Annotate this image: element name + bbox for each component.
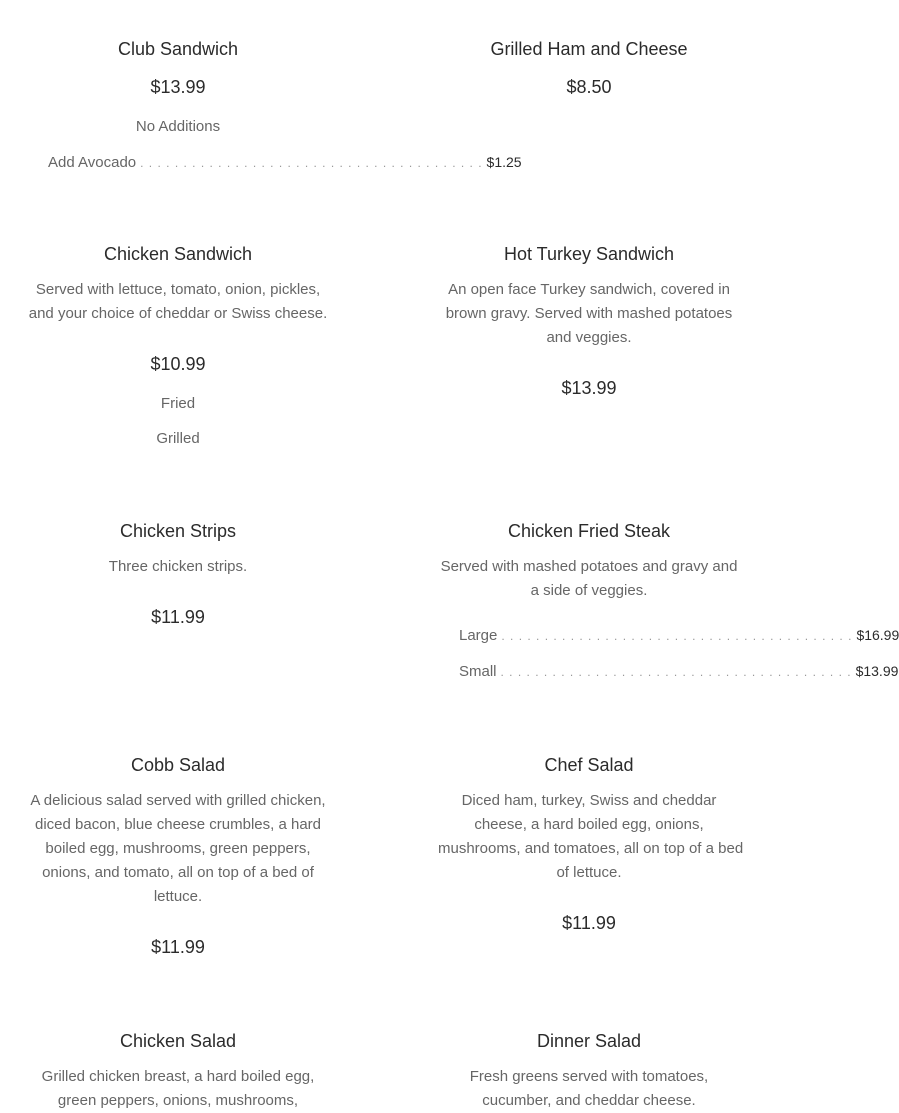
description-line: brown gravy. Served with mashed potatoes xyxy=(445,305,733,322)
description-line: An open face Turkey sandwich, covered in xyxy=(448,281,730,298)
item-price: $11.99 xyxy=(151,607,205,627)
menu-item-chicken-salad xyxy=(28,1030,328,1113)
item-price: $13.99 xyxy=(561,378,617,398)
description-line: boiled egg, mushrooms, green peppers, xyxy=(45,840,311,857)
description-line: Served with mashed potatoes and gravy and xyxy=(440,558,738,575)
description-line: of lettuce. xyxy=(556,864,622,881)
description-line: lettuce. xyxy=(153,888,203,905)
option-grilled[interactable]: Grilled xyxy=(156,430,200,447)
description-line: cucumber, and cheddar cheese. xyxy=(482,1092,696,1109)
description-line: cheese, a hard boiled egg, onions, xyxy=(474,816,704,833)
menu-item-chicken-sandwich xyxy=(28,243,328,448)
option-no-additions[interactable]: No Additions xyxy=(135,118,221,135)
menu-item-grilled-ham-and-cheese xyxy=(438,38,740,98)
item-price: $13.99 xyxy=(150,77,206,97)
dot-leader: . . . . . . . . . . . . . . . . . . . . . . . . . . . . . . . . . . . . . . . . . xyxy=(501,629,853,643)
menu-item-chef-salad xyxy=(438,754,744,934)
size-label: Small xyxy=(459,663,497,680)
item-description xyxy=(28,555,328,579)
item-title: Hot Turkey Sandwich xyxy=(503,244,675,264)
menu-item-hot-turkey-sandwich xyxy=(438,243,740,399)
option-price: $1.25 xyxy=(486,154,522,170)
item-title: Chicken Strips xyxy=(119,521,237,541)
item-description xyxy=(438,789,744,885)
description-line: Fresh greens served with tomatoes, xyxy=(469,1068,709,1085)
size-option-large[interactable] xyxy=(459,626,899,645)
description-line: onions, and tomato, all on top of a bed of xyxy=(42,864,314,881)
dot-leader: . . . . . . . . . . . . . . . . . . . . . . . . . . . . . . . . . . . . . . . . . xyxy=(500,665,852,679)
description-line: a side of veggies. xyxy=(530,582,648,599)
description-line: Diced ham, turkey, Swiss and cheddar xyxy=(461,792,717,809)
item-price: $8.50 xyxy=(566,77,612,97)
description-line: mushrooms, and tomatoes, all on top of a bed xyxy=(438,840,744,857)
item-price: $11.99 xyxy=(562,913,616,933)
size-price: $13.99 xyxy=(855,663,899,679)
description-line: diced bacon, blue cheese crumbles, a hard xyxy=(34,816,321,833)
item-price: $10.99 xyxy=(150,354,206,374)
description-line: Three chicken strips. xyxy=(108,558,248,575)
menu-item-dinner-salad xyxy=(438,1030,740,1113)
description-line: Served with lettuce, tomato, onion, pickles, xyxy=(35,281,321,298)
item-title: Chicken Sandwich xyxy=(103,244,253,264)
item-title: Grilled Ham and Cheese xyxy=(490,39,688,59)
item-description xyxy=(438,278,740,350)
description-line: A delicious salad served with grilled chicken, xyxy=(30,792,326,809)
option-fried[interactable]: Fried xyxy=(160,395,196,412)
item-title: Chicken Salad xyxy=(119,1031,237,1051)
option-label: Add Avocado xyxy=(48,154,137,171)
menu-item-chicken-strips xyxy=(28,520,328,628)
item-description xyxy=(28,1065,328,1113)
item-description xyxy=(438,555,740,603)
size-option-small[interactable] xyxy=(459,662,899,681)
menu-item-chicken-fried-steak xyxy=(438,520,899,681)
dot-leader: . . . . . . . . . . . . . . . . . . . . . . . . . . . . . . . . . . . . . . . . xyxy=(140,156,483,170)
item-price: $11.99 xyxy=(151,937,205,957)
description-line: and veggies. xyxy=(546,329,632,346)
description-line: and your choice of cheddar or Swiss cheese. xyxy=(28,305,328,322)
menu-item-cobb-salad xyxy=(28,754,328,958)
menu-item-club-sandwich xyxy=(28,38,522,172)
size-label: Large xyxy=(459,627,498,644)
size-price: $16.99 xyxy=(856,627,899,643)
option-add-avocado[interactable] xyxy=(48,153,522,172)
item-title: Club Sandwich xyxy=(117,39,239,59)
item-title: Dinner Salad xyxy=(536,1031,642,1051)
description-line: green peppers, onions, mushrooms, xyxy=(57,1092,299,1109)
item-description xyxy=(28,278,328,326)
item-description xyxy=(438,1065,740,1113)
item-title: Chef Salad xyxy=(544,755,634,775)
description-line: Grilled chicken breast, a hard boiled egg, xyxy=(41,1068,315,1085)
item-description xyxy=(28,789,328,909)
item-title: Chicken Fried Steak xyxy=(507,521,671,541)
item-title: Cobb Salad xyxy=(130,755,226,775)
